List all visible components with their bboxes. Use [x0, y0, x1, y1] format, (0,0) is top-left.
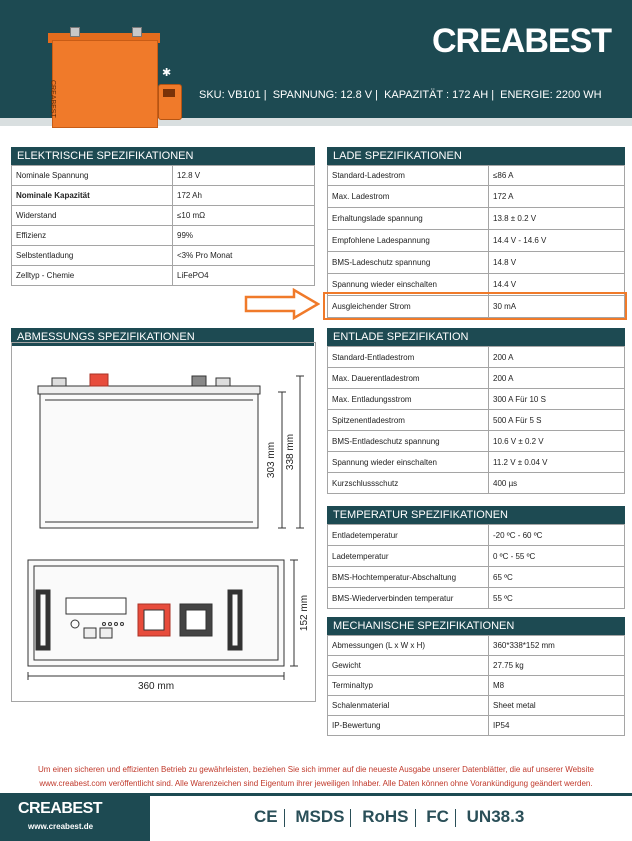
table-row: [12, 186, 315, 206]
energy: ENERGIE: 2200 WH: [500, 89, 602, 101]
remote-screen: [163, 89, 175, 97]
row-value: 200 A: [489, 347, 625, 368]
disclaimer-line: www.creabest.com veröffentlicht sind. Alle Warenzeichen sind Eigentum ihrer jeweiligen Inhaber. Alle Daten können ohne Vorankündigung geändert werden.: [39, 779, 593, 788]
ce-mark: CE: [254, 807, 278, 826]
highlight-box: [323, 292, 627, 320]
row-value: 172 A: [489, 186, 625, 208]
table-row: [328, 347, 625, 368]
row-value: 14.4 V: [489, 274, 625, 296]
row-key: Nominale Kapazität: [12, 186, 173, 206]
battery-image: [52, 40, 158, 128]
footer-logo: CREABEST: [18, 800, 103, 817]
row-key: Max. Ladestrom: [328, 186, 489, 208]
row-value: 300 A Für 10 S: [489, 389, 625, 410]
table-row: [12, 206, 315, 226]
outer-height-label: 338 mm: [285, 433, 296, 471]
mechanical-table: [327, 635, 625, 736]
table-row: [328, 431, 625, 452]
voltage: SPANNUNG: 12.8 V: [272, 89, 373, 101]
row-value: 14.4 V - 14.6 V: [489, 230, 625, 252]
table-row: [328, 252, 625, 274]
table-row: [328, 452, 625, 473]
row-key: Abmessungen (L x W x H): [328, 636, 489, 656]
table-row: [328, 696, 625, 716]
row-key: Spannung wieder einschalten: [328, 452, 489, 473]
length-label: 360 mm: [137, 681, 175, 692]
sku: SKU: VB101: [199, 89, 261, 101]
row-key: Ausgleichender Strom: [328, 296, 489, 318]
row-value: M8: [489, 676, 625, 696]
row-value: IP54: [489, 716, 625, 736]
electrical-title: ELEKTRISCHE SPEZIFIKATIONEN: [11, 147, 315, 165]
row-key: Effizienz: [12, 226, 173, 246]
row-key: Gewicht: [328, 656, 489, 676]
table-row: [328, 410, 625, 431]
table-row: [328, 208, 625, 230]
row-key: BMS-Wiederverbinden temperatur: [328, 588, 489, 609]
un383-mark: UN38.3: [466, 807, 525, 826]
table-row: [328, 473, 625, 494]
table-row: [328, 567, 625, 588]
disclaimer-line: Um einen sicheren und effizienten Betrieb zu gewährleisten, beziehen Sie sich immer auf die neueste Ausgabe unserer Datenblätter, die auf unserer Website: [37, 765, 595, 774]
row-key: Selbstentladung: [12, 246, 173, 266]
row-value: 172 Ah: [173, 186, 315, 206]
row-key: Max. Dauerentladestrom: [328, 368, 489, 389]
row-key: Standard-Ladestrom: [328, 166, 489, 186]
temperature-title: TEMPERATUR SPEZIFIKATIONEN: [327, 506, 625, 524]
row-value: 65 ºC: [489, 567, 625, 588]
charge-title: LADE SPEZIFIKATIONEN: [327, 147, 625, 165]
row-key: Widerstand: [12, 206, 173, 226]
row-key: Entladetemperatur: [328, 525, 489, 546]
footer-rule: [150, 793, 632, 796]
row-value: Sheet metal: [489, 696, 625, 716]
table-row: [328, 656, 625, 676]
row-key: Max. Entladungsstrom: [328, 389, 489, 410]
row-key: Empfohlene Ladespannung: [328, 230, 489, 252]
table-row: [328, 525, 625, 546]
discharge-title: ENTLADE SPEZIFIKATION: [327, 328, 625, 346]
row-key: Erhaltungslade spannung: [328, 208, 489, 230]
row-value: ≤86 A: [489, 166, 625, 186]
battery-label: CREABEST: [49, 80, 56, 118]
table-row: [12, 226, 315, 246]
row-value: 13.8 ± 0.2 V: [489, 208, 625, 230]
row-value: 14.8 V: [489, 252, 625, 274]
spec-summary: SKU: VB101 | SPANNUNG: 12.8 V | KAPAZITÄT : 172 AH | ENERGIE: 2200 WH: [199, 89, 602, 101]
row-value: LiFePO4: [173, 266, 315, 286]
table-row: [328, 166, 625, 186]
brand-logo: CREABEST: [432, 22, 612, 60]
row-key: Zelltyp - Chemie: [12, 266, 173, 286]
inner-height-label: 303 mm: [266, 441, 277, 479]
row-key: Spitzenentladestrom: [328, 410, 489, 431]
row-value: 55 ºC: [489, 588, 625, 609]
certification-logos: [254, 807, 524, 827]
row-value: 27.75 kg: [489, 656, 625, 676]
table-row: [328, 588, 625, 609]
table-row: [328, 676, 625, 696]
row-value: 200 A: [489, 368, 625, 389]
dimensions-title: ABMESSUNGS SPEZIFIKATIONEN: [11, 328, 314, 346]
table-row: [12, 266, 315, 286]
row-key: IP-Bewertung: [328, 716, 489, 736]
mechanical-title: MECHANISCHE SPEZIFIKATIONEN: [327, 617, 625, 635]
table-row: [328, 636, 625, 656]
row-value: ≤10 mΩ: [173, 206, 315, 226]
row-value: 11.2 V ± 0.04 V: [489, 452, 625, 473]
row-key: Terminaltyp: [328, 676, 489, 696]
table-row: [328, 546, 625, 567]
bluetooth-icon: ✱: [162, 67, 172, 79]
footer-website-link[interactable]: www.creabest.de: [28, 822, 94, 831]
table-row: [328, 186, 625, 208]
row-value: -20 ºC - 60 ºC: [489, 525, 625, 546]
row-value: 10.6 V ± 0.2 V: [489, 431, 625, 452]
battery-terminal: [70, 27, 80, 37]
table-row: [12, 246, 315, 266]
row-key: Spannung wieder einschalten: [328, 274, 489, 296]
depth-label: 152 mm: [299, 594, 310, 632]
msds-mark: MSDS: [295, 807, 345, 826]
row-value: <3% Pro Monat: [173, 246, 315, 266]
row-key: BMS-Ladeschutz spannung: [328, 252, 489, 274]
row-value: 360*338*152 mm: [489, 636, 625, 656]
electrical-table: [11, 165, 315, 286]
table-row: [328, 230, 625, 252]
table-row: [12, 166, 315, 186]
row-value: 500 A Für 5 S: [489, 410, 625, 431]
row-value: 30 mA: [489, 296, 625, 318]
row-key: BMS-Entladeschutz spannung: [328, 431, 489, 452]
table-row: [328, 389, 625, 410]
temperature-table: [327, 524, 625, 609]
row-key: Kurzschlussschutz: [328, 473, 489, 494]
row-key: BMS-Hochtemperatur-Abschaltung: [328, 567, 489, 588]
row-value: 99%: [173, 226, 315, 246]
row-value: 0 ºC - 55 ºC: [489, 546, 625, 567]
row-value: 400 µs: [489, 473, 625, 494]
row-key: Nominale Spannung: [12, 166, 173, 186]
row-key: Standard-Entladestrom: [328, 347, 489, 368]
discharge-table: [327, 346, 625, 494]
rohs-mark: RoHS: [362, 807, 409, 826]
row-value: 12.8 V: [173, 166, 315, 186]
row-key: Schalenmaterial: [328, 696, 489, 716]
capacity: KAPAZITÄT : 172 AH: [384, 89, 489, 101]
fc-mark: FC: [426, 807, 449, 826]
row-key: Ladetemperatur: [328, 546, 489, 567]
dimension-drawing: [12, 346, 314, 700]
table-row: [328, 716, 625, 736]
arrow-icon: [244, 288, 320, 320]
battery-terminal: [132, 27, 142, 37]
disclaimer: [20, 763, 612, 791]
table-row: [328, 368, 625, 389]
